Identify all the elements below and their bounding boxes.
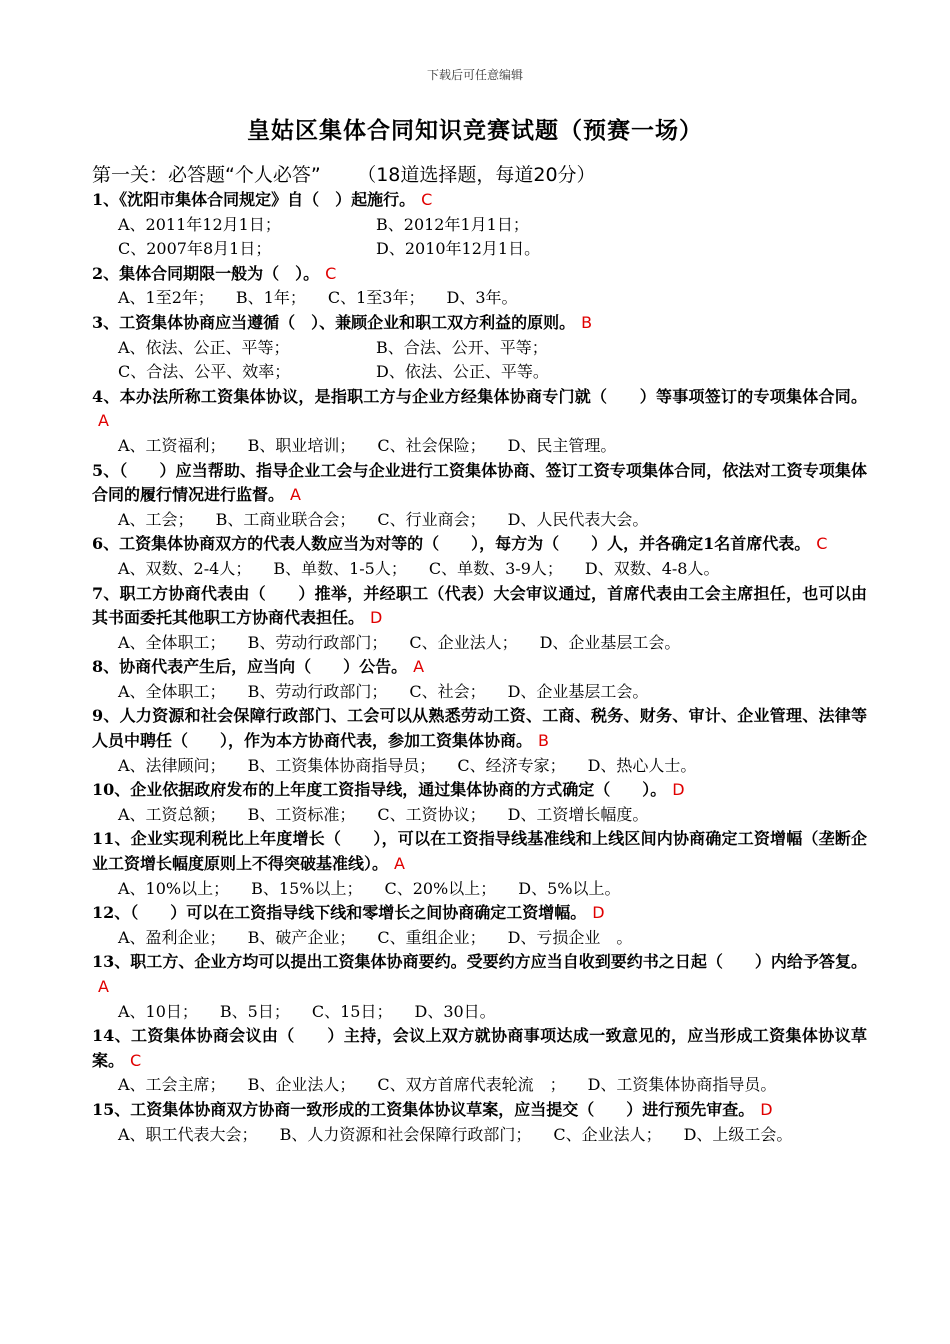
answer-letter: D bbox=[672, 780, 685, 800]
question-text: 14、工资集体协商会议由（ ）主持，会议上双方就协商事项达成一致意见的，应当形成工资集体协议草案。 bbox=[92, 1026, 867, 1070]
option: B、工资标准； bbox=[247, 804, 356, 824]
answer-letter: C bbox=[130, 1050, 142, 1070]
option: A、依法、公正、平等； bbox=[118, 337, 290, 357]
section-label: 第一关：必答题“个人必答” bbox=[92, 164, 321, 186]
option: D、企业基层工会。 bbox=[539, 632, 681, 652]
answer-letter: A bbox=[394, 854, 405, 874]
question-text: 8、协商代表产生后，应当向（ ）公告。 bbox=[92, 657, 408, 677]
option: D、热心人士。 bbox=[587, 755, 697, 775]
question-item bbox=[92, 827, 867, 901]
option: D、人民代表大会。 bbox=[507, 509, 649, 529]
option: C、经济专家； bbox=[457, 755, 566, 775]
answer-letter: A bbox=[290, 485, 301, 505]
option: B、工商业联合会； bbox=[215, 509, 356, 529]
question-stem bbox=[92, 778, 867, 803]
option-row bbox=[92, 1073, 867, 1098]
option: C、15日； bbox=[311, 1001, 393, 1021]
option: D、5%以上。 bbox=[518, 878, 621, 898]
question-stem bbox=[92, 1024, 867, 1073]
option: C、行业商会； bbox=[377, 509, 486, 529]
option: C、1至3年； bbox=[327, 288, 425, 308]
question-text: 2、集体合同期限一般为（ ）。 bbox=[92, 263, 320, 283]
answer-letter: D bbox=[760, 1099, 773, 1119]
option: C、单数、3-9人； bbox=[428, 558, 563, 578]
question-stem bbox=[92, 532, 867, 557]
section-heading bbox=[92, 160, 596, 187]
option: D、3年。 bbox=[446, 288, 518, 308]
question-text: 1、《沈阳市集体合同规定》自（ ）起施行。 bbox=[92, 190, 416, 209]
option: D、2010年12月1日。 bbox=[376, 239, 541, 259]
option-row bbox=[92, 877, 867, 902]
question-stem bbox=[92, 262, 867, 287]
option: B、企业法人； bbox=[247, 1075, 356, 1095]
option: C、社会保险； bbox=[377, 435, 486, 455]
question-list bbox=[92, 188, 867, 1147]
option: B、合法、公开、平等； bbox=[376, 337, 548, 357]
option: A、10%以上； bbox=[118, 878, 230, 898]
option: C、工资协议； bbox=[377, 804, 486, 824]
option: C、社会； bbox=[409, 681, 486, 701]
question-item bbox=[92, 262, 867, 311]
option-row bbox=[92, 286, 867, 311]
option: B、5日； bbox=[219, 1001, 290, 1021]
option: D、上级工会。 bbox=[683, 1124, 793, 1144]
option: A、法律顾问； bbox=[118, 755, 226, 775]
option: C、合法、公平、效率； bbox=[118, 362, 291, 382]
option-row bbox=[92, 237, 867, 262]
option: A、盈利企业； bbox=[118, 927, 226, 947]
question-text: 7、职工方协商代表由（ ）推举，并经职工（代表）大会审议通过，首席代表由工会主席担任，也可以由其书面委托其他职工方协商代表担任。 bbox=[92, 583, 867, 628]
question-item bbox=[92, 1098, 867, 1147]
question-stem bbox=[92, 704, 867, 753]
option: C、企业法人； bbox=[409, 632, 518, 652]
question-text: 6、工资集体协商双方的代表人数应当为对等的（ ），每方为（ ）人，并各确定1名首席代表。 bbox=[92, 534, 811, 554]
option: A、工会主席； bbox=[118, 1075, 226, 1095]
question-item bbox=[92, 778, 867, 827]
option: B、1年； bbox=[235, 288, 306, 308]
question-text: 5、（ ）应当帮助、指导企业工会与企业进行工资集体协商、签订工资专项集体合同，依法对工资专项集体合同的履行情况进行监督。 bbox=[92, 460, 867, 505]
question-text: 13、职工方、企业方均可以提出工资集体协商要约。受要约方应当自收到要约书之日起（ ）内给予答复。 bbox=[92, 952, 867, 972]
option: D、30日。 bbox=[414, 1001, 496, 1021]
option-row bbox=[92, 1123, 867, 1148]
question-stem bbox=[92, 385, 867, 434]
option: A、全体职工； bbox=[118, 632, 226, 652]
option: C、双方首席代表轮流 ； bbox=[377, 1075, 566, 1095]
option: C、企业法人； bbox=[553, 1124, 662, 1144]
question-item bbox=[92, 188, 867, 262]
question-item bbox=[92, 901, 867, 950]
question-item bbox=[92, 704, 867, 778]
header-note: 下载后可任意编辑 bbox=[426, 68, 523, 82]
question-item bbox=[92, 655, 867, 704]
question-item bbox=[92, 311, 867, 385]
option: B、劳动行政部门； bbox=[247, 681, 388, 701]
option: B、工资集体协商指导员； bbox=[247, 755, 436, 775]
option-row bbox=[92, 680, 867, 705]
option: D、企业基层工会。 bbox=[507, 681, 649, 701]
question-item bbox=[92, 950, 867, 1024]
option: D、民主管理。 bbox=[507, 435, 617, 455]
option: D、双数、4-8人。 bbox=[584, 558, 720, 578]
option: B、15%以上； bbox=[251, 878, 363, 898]
option: A、双数、2-4人； bbox=[118, 558, 252, 578]
option-row bbox=[92, 803, 867, 828]
answer-letter: A bbox=[98, 977, 109, 996]
option: B、2012年1月1日； bbox=[376, 214, 529, 234]
option: B、职业培训； bbox=[247, 435, 356, 455]
question-text: 11、企业实现利税比上年度增长（ ），可以在工资指导线基准线和上线区间内协商确定工资增幅（垄断企业工资增长幅度原则上不得突破基准线）。 bbox=[92, 829, 867, 874]
question-stem bbox=[92, 1098, 867, 1123]
section-note: （18道选择题，每道20分） bbox=[366, 164, 596, 186]
option: C、20%以上； bbox=[384, 878, 497, 898]
question-text: 4、本办法所称工资集体协议，是指职工方与企业方经集体协商专门就（ ）等事项签订的专项集体合同。 bbox=[92, 386, 867, 406]
option: A、10日； bbox=[118, 1001, 198, 1021]
option: A、1至2年； bbox=[118, 288, 214, 308]
option-row bbox=[92, 336, 867, 361]
answer-letter: B bbox=[538, 731, 549, 751]
option-row bbox=[92, 434, 867, 459]
option: A、2011年12月1日； bbox=[118, 214, 281, 234]
answer-letter: D bbox=[592, 903, 605, 923]
question-text: 15、工资集体协商双方协商一致形成的工资集体协议草案，应当提交（ ）进行预先审查。 bbox=[92, 1099, 755, 1119]
answer-letter: C bbox=[325, 263, 337, 283]
option: D、依法、公正、平等。 bbox=[376, 362, 549, 382]
answer-letter: D bbox=[370, 608, 383, 628]
option-row bbox=[92, 213, 867, 238]
option: A、工资总额； bbox=[118, 804, 226, 824]
answer-letter: A bbox=[413, 657, 425, 677]
question-stem bbox=[92, 655, 867, 680]
question-stem bbox=[92, 188, 867, 213]
question-stem bbox=[92, 950, 867, 999]
option: B、人力资源和社会保障行政部门； bbox=[279, 1124, 532, 1144]
option-row bbox=[92, 754, 867, 779]
question-text: 3、工资集体协商应当遵循（ ）、兼顾企业和职工双方利益的原则。 bbox=[92, 312, 576, 332]
question-text: 9、人力资源和社会保障行政部门、工会可以从熟悉劳动工资、工商、税务、财务、审计、企业管理、法律等人员中聘任（ ），作为本方协商代表，参加工资集体协商。 bbox=[92, 706, 867, 751]
option: A、工会； bbox=[118, 509, 194, 529]
answer-letter: C bbox=[816, 534, 828, 554]
option: C、重组企业； bbox=[377, 927, 486, 947]
question-item bbox=[92, 532, 867, 581]
answer-letter: B bbox=[581, 312, 593, 332]
option: B、破产企业； bbox=[247, 927, 356, 947]
question-stem bbox=[92, 901, 867, 926]
question-text: 12、（ ）可以在工资指导线下线和零增长之间协商确定工资增幅。 bbox=[92, 903, 587, 923]
option: B、单数、1-5人； bbox=[273, 558, 407, 578]
question-item bbox=[92, 385, 867, 459]
option-row bbox=[92, 360, 867, 385]
option: D、工资集体协商指导员。 bbox=[587, 1075, 777, 1095]
question-stem bbox=[92, 582, 867, 631]
question-stem bbox=[92, 827, 867, 876]
question-text: 10、企业依据政府发布的上年度工资指导线，通过集体协商的方式确定（ ）。 bbox=[92, 780, 667, 800]
question-stem bbox=[92, 311, 867, 336]
option: B、劳动行政部门； bbox=[247, 632, 388, 652]
option: A、职工代表大会； bbox=[118, 1124, 258, 1144]
option: D、工资增长幅度。 bbox=[507, 804, 649, 824]
option: A、全体职工； bbox=[118, 681, 226, 701]
option-row bbox=[92, 926, 867, 951]
option: C、2007年8月1日； bbox=[118, 239, 272, 259]
question-item bbox=[92, 459, 867, 533]
answer-letter: A bbox=[98, 411, 109, 431]
option-row bbox=[92, 557, 867, 582]
question-item bbox=[92, 1024, 867, 1098]
option: A、工资福利； bbox=[118, 435, 226, 455]
option: D、亏损企业 。 bbox=[507, 927, 633, 947]
answer-letter: C bbox=[421, 190, 433, 209]
option-row bbox=[92, 508, 867, 533]
question-stem bbox=[92, 459, 867, 508]
option-row bbox=[92, 631, 867, 656]
option-row bbox=[92, 1000, 867, 1025]
page-title: 皇姑区集体合同知识竞赛试题（预赛一场） bbox=[247, 118, 703, 144]
question-item bbox=[92, 582, 867, 656]
